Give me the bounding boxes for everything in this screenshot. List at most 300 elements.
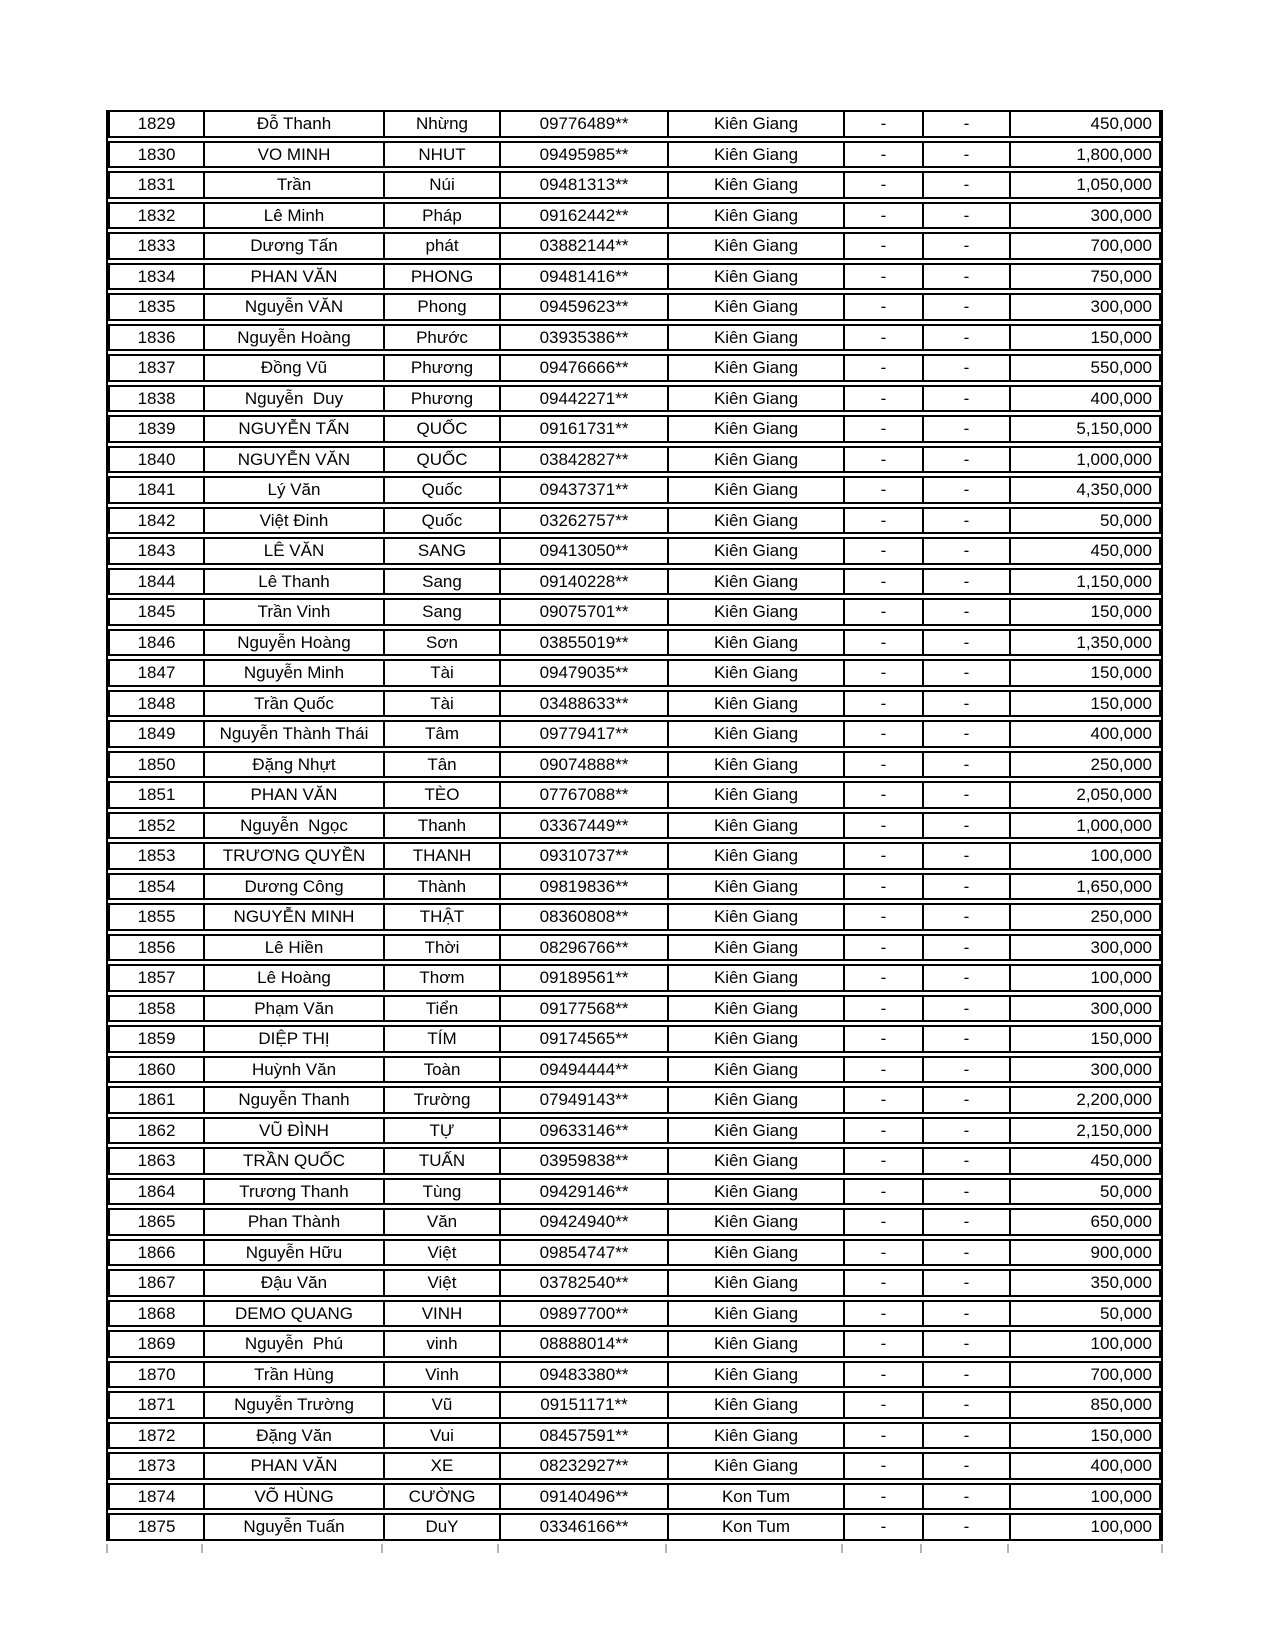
cell-first-name: Nguyễn Hoàng [203, 326, 383, 350]
cell-last-name: Nhừng [383, 112, 499, 136]
cell-id: 1840 [137, 449, 176, 469]
cell-phone: 09494444** [499, 1058, 667, 1082]
cell-dash2: - [922, 1485, 1009, 1509]
cell-first-name: Đậu Văn [203, 1271, 383, 1295]
cell-last-name: Tâm [383, 722, 499, 746]
table-row [108, 354, 1161, 382]
cell-phone: 07767088** [499, 783, 667, 807]
cell-amount: 1,800,000 [1009, 143, 1159, 167]
cutoff-next-row [106, 1544, 1163, 1553]
cell-first-name: Lý Văn [203, 478, 383, 502]
cell-id: 1845 [137, 602, 176, 622]
cell-phone: 09854747** [499, 1241, 667, 1265]
cell-id: 1873 [137, 1456, 176, 1476]
cell-dash1: - [843, 1424, 922, 1448]
cell-dash2: - [922, 204, 1009, 228]
table-row [108, 171, 1161, 199]
cell-last-name: NHUT [383, 143, 499, 167]
cell-dash1: - [843, 417, 922, 441]
cell-id: 1868 [137, 1303, 176, 1323]
cell-dash1: - [843, 1241, 922, 1265]
cell-phone: 08888014** [499, 1332, 667, 1356]
cell-first-name: NGUYỄN MINH [203, 905, 383, 929]
cell-province: Kiên Giang [667, 387, 843, 411]
table-row [108, 263, 1161, 291]
cell-dash1: - [843, 234, 922, 258]
cell-id: 1857 [137, 968, 176, 988]
cell-province: Kiên Giang [667, 478, 843, 502]
cell-dash2: - [922, 1210, 1009, 1234]
cell-phone: 07949143** [499, 1088, 667, 1112]
cell-last-name: Trường [383, 1088, 499, 1112]
cell-last-name: TUẤN [383, 1149, 499, 1173]
cell-phone: 09424940** [499, 1210, 667, 1234]
cell-id: 1870 [137, 1364, 176, 1384]
cell-amount: 750,000 [1009, 265, 1159, 289]
cell-dash1: - [843, 875, 922, 899]
cell-phone: 03882144** [499, 234, 667, 258]
cell-first-name: VŨ ĐÌNH [203, 1119, 383, 1143]
cell-dash2: - [922, 326, 1009, 350]
member-payment-table [106, 110, 1163, 1541]
cell-last-name: QUỐC [383, 417, 499, 441]
cell-first-name: Nguyễn Hoàng [203, 631, 383, 655]
cell-amount: 2,200,000 [1009, 1088, 1159, 1112]
cell-phone: 09174565** [499, 1027, 667, 1051]
cell-last-name: Tài [383, 661, 499, 685]
cell-province: Kiên Giang [667, 448, 843, 472]
cell-last-name: THẬT [383, 905, 499, 929]
cell-dash2: - [922, 417, 1009, 441]
cell-first-name: Đặng Văn [203, 1424, 383, 1448]
table-row [108, 598, 1161, 626]
table-row [108, 629, 1161, 657]
cell-dash2: - [922, 936, 1009, 960]
cell-phone: 09459623** [499, 295, 667, 319]
table-row [108, 812, 1161, 840]
cell-first-name: Trương Thanh [203, 1180, 383, 1204]
cell-last-name: Sang [383, 600, 499, 624]
cell-last-name: QUỐC [383, 448, 499, 472]
cell-dash1: - [843, 448, 922, 472]
cell-last-name: vinh [383, 1332, 499, 1356]
cell-phone: 03367449** [499, 814, 667, 838]
cell-last-name: Quốc [383, 478, 499, 502]
cell-phone: 09633146** [499, 1119, 667, 1143]
cell-amount: 450,000 [1009, 112, 1159, 136]
cell-dash1: - [843, 1027, 922, 1051]
cell-first-name: Trần [203, 173, 383, 197]
cell-dash2: - [922, 570, 1009, 594]
table-row [108, 1361, 1161, 1389]
cell-amount: 150,000 [1009, 1027, 1159, 1051]
cell-dash2: - [922, 539, 1009, 563]
cell-first-name: Nguyễn Duy [203, 387, 383, 411]
cell-amount: 50,000 [1009, 1180, 1159, 1204]
cell-dash1: - [843, 966, 922, 990]
cell-last-name: Việt [383, 1241, 499, 1265]
cell-province: Kiên Giang [667, 1119, 843, 1143]
cell-id: 1852 [137, 815, 176, 835]
cell-dash2: - [922, 234, 1009, 258]
cell-first-name: Nguyễn Tuấn [203, 1515, 383, 1539]
cell-amount: 300,000 [1009, 295, 1159, 319]
cell-amount: 350,000 [1009, 1271, 1159, 1295]
table-row [108, 415, 1161, 443]
cell-dash2: - [922, 1058, 1009, 1082]
cell-first-name: NGUYỄN VĂN [203, 448, 383, 472]
cell-id: 1848 [137, 693, 176, 713]
cell-dash2: - [922, 722, 1009, 746]
cell-province: Kiên Giang [667, 722, 843, 746]
cell-first-name: VO MINH [203, 143, 383, 167]
cutoff-cell [497, 1544, 665, 1553]
cell-phone: 08232927** [499, 1454, 667, 1478]
table-row [108, 1513, 1161, 1541]
cell-dash1: - [843, 387, 922, 411]
cell-dash2: - [922, 814, 1009, 838]
cell-phone: 09075701** [499, 600, 667, 624]
cell-dash1: - [843, 1454, 922, 1478]
table-row [108, 1208, 1161, 1236]
cell-dash1: - [843, 631, 922, 655]
cell-dash2: - [922, 387, 1009, 411]
table-row [108, 964, 1161, 992]
cell-dash2: - [922, 1119, 1009, 1143]
cell-first-name: Huỳnh Văn [203, 1058, 383, 1082]
cell-dash1: - [843, 265, 922, 289]
cell-amount: 50,000 [1009, 509, 1159, 533]
cell-amount: 300,000 [1009, 204, 1159, 228]
cell-dash2: - [922, 1027, 1009, 1051]
cell-last-name: TÍM [383, 1027, 499, 1051]
cell-province: Kon Tum [667, 1515, 843, 1539]
cell-province: Kon Tum [667, 1485, 843, 1509]
table-row [108, 507, 1161, 535]
cell-province: Kiên Giang [667, 1241, 843, 1265]
cell-phone: 08457591** [499, 1424, 667, 1448]
cell-last-name: DuY [383, 1515, 499, 1539]
cell-amount: 150,000 [1009, 1424, 1159, 1448]
cell-phone: 03842827** [499, 448, 667, 472]
cell-province: Kiên Giang [667, 1180, 843, 1204]
cell-dash2: - [922, 631, 1009, 655]
cell-amount: 900,000 [1009, 1241, 1159, 1265]
cell-last-name: Thành [383, 875, 499, 899]
cell-id: 1859 [137, 1029, 176, 1049]
cell-dash1: - [843, 997, 922, 1021]
table-row [108, 934, 1161, 962]
cell-province: Kiên Giang [667, 936, 843, 960]
cell-phone: 09442271** [499, 387, 667, 411]
cell-province: Kiên Giang [667, 417, 843, 441]
cell-first-name: LÊ VĂN [203, 539, 383, 563]
cell-first-name: Nguyễn Phú [203, 1332, 383, 1356]
cell-dash2: - [922, 783, 1009, 807]
cell-dash2: - [922, 448, 1009, 472]
cell-id: 1856 [137, 937, 176, 957]
table-row [108, 1178, 1161, 1206]
cell-id: 1867 [137, 1273, 176, 1293]
cell-last-name: Tài [383, 692, 499, 716]
cell-phone: 09140228** [499, 570, 667, 594]
cell-dash2: - [922, 661, 1009, 685]
cell-dash1: - [843, 1363, 922, 1387]
cell-phone: 03935386** [499, 326, 667, 350]
cell-dash1: - [843, 905, 922, 929]
cell-province: Kiên Giang [667, 539, 843, 563]
cell-phone: 09074888** [499, 753, 667, 777]
cell-province: Kiên Giang [667, 265, 843, 289]
cell-id: 1858 [137, 998, 176, 1018]
table-row [108, 385, 1161, 413]
cell-amount: 400,000 [1009, 722, 1159, 746]
cell-first-name: Đồng Vũ [203, 356, 383, 380]
cell-last-name: Vinh [383, 1363, 499, 1387]
cell-dash2: - [922, 600, 1009, 624]
table-row [108, 1269, 1161, 1297]
cell-first-name: Đỗ Thanh [203, 112, 383, 136]
cell-dash1: - [843, 1180, 922, 1204]
cell-id: 1869 [137, 1334, 176, 1354]
cell-first-name: NGUYỄN TẤN [203, 417, 383, 441]
cell-phone: 09481416** [499, 265, 667, 289]
cell-amount: 150,000 [1009, 600, 1159, 624]
cell-amount: 100,000 [1009, 1485, 1159, 1509]
table-row [108, 1391, 1161, 1419]
table-row [108, 1330, 1161, 1358]
cell-dash1: - [843, 143, 922, 167]
cell-id: 1860 [137, 1059, 176, 1079]
cell-id: 1849 [137, 724, 176, 744]
table-row [108, 324, 1161, 352]
table-row [108, 537, 1161, 565]
cell-first-name: Lê Minh [203, 204, 383, 228]
cell-last-name: Tiển [383, 997, 499, 1021]
cell-id: 1847 [137, 663, 176, 683]
cell-last-name: Tùng [383, 1180, 499, 1204]
cell-phone: 08296766** [499, 936, 667, 960]
cell-amount: 150,000 [1009, 661, 1159, 685]
cell-last-name: TỰ [383, 1119, 499, 1143]
cell-id: 1846 [137, 632, 176, 652]
cell-first-name: PHAN VĂN [203, 783, 383, 807]
cell-amount: 1,050,000 [1009, 173, 1159, 197]
cell-phone: 09429146** [499, 1180, 667, 1204]
cell-province: Kiên Giang [667, 966, 843, 990]
cell-phone: 09177568** [499, 997, 667, 1021]
cell-province: Kiên Giang [667, 234, 843, 258]
cell-dash1: - [843, 1088, 922, 1112]
cell-dash1: - [843, 326, 922, 350]
cell-phone: 09776489** [499, 112, 667, 136]
cell-first-name: Dương Công [203, 875, 383, 899]
cell-province: Kiên Giang [667, 204, 843, 228]
cell-province: Kiên Giang [667, 997, 843, 1021]
table-row [108, 568, 1161, 596]
cell-dash1: - [843, 1332, 922, 1356]
cell-amount: 2,050,000 [1009, 783, 1159, 807]
cell-phone: 09495985** [499, 143, 667, 167]
cell-phone: 08360808** [499, 905, 667, 929]
cell-id: 1844 [137, 571, 176, 591]
cell-first-name: Nguyễn Thanh [203, 1088, 383, 1112]
cell-last-name: TÈO [383, 783, 499, 807]
table-row [108, 903, 1161, 931]
cell-phone: 03782540** [499, 1271, 667, 1295]
cell-dash1: - [843, 661, 922, 685]
cell-dash1: - [843, 539, 922, 563]
table-row [108, 1483, 1161, 1511]
cell-first-name: Nguyễn Ngọc [203, 814, 383, 838]
cell-last-name: XE [383, 1454, 499, 1478]
cell-last-name: Sơn [383, 631, 499, 655]
cell-phone: 09476666** [499, 356, 667, 380]
cell-amount: 400,000 [1009, 387, 1159, 411]
cell-amount: 700,000 [1009, 1363, 1159, 1387]
cell-dash1: - [843, 844, 922, 868]
cell-first-name: Dương Tấn [203, 234, 383, 258]
cell-dash2: - [922, 1241, 1009, 1265]
cell-province: Kiên Giang [667, 1271, 843, 1295]
cell-dash1: - [843, 173, 922, 197]
cell-dash1: - [843, 1149, 922, 1173]
table-row [108, 1300, 1161, 1328]
cell-province: Kiên Giang [667, 356, 843, 380]
cell-dash1: - [843, 204, 922, 228]
cell-id: 1839 [137, 419, 176, 439]
cell-first-name: VÕ HÙNG [203, 1485, 383, 1509]
cell-province: Kiên Giang [667, 173, 843, 197]
cell-dash1: - [843, 600, 922, 624]
cell-province: Kiên Giang [667, 570, 843, 594]
cell-dash2: - [922, 265, 1009, 289]
cell-last-name: Thơm [383, 966, 499, 990]
table-row [108, 293, 1161, 321]
table-row [108, 995, 1161, 1023]
cell-province: Kiên Giang [667, 844, 843, 868]
cell-id: 1865 [137, 1212, 176, 1232]
cell-amount: 50,000 [1009, 1302, 1159, 1326]
table-row [108, 232, 1161, 260]
cell-dash1: - [843, 1210, 922, 1234]
cell-phone: 09413050** [499, 539, 667, 563]
cell-id: 1843 [137, 541, 176, 561]
cell-province: Kiên Giang [667, 1210, 843, 1234]
table-row [108, 1117, 1161, 1145]
cell-dash2: - [922, 753, 1009, 777]
cell-phone: 09310737** [499, 844, 667, 868]
cutoff-cell [1007, 1544, 1161, 1553]
table-row [108, 1025, 1161, 1053]
cell-province: Kiên Giang [667, 1363, 843, 1387]
cell-phone: 03262757** [499, 509, 667, 533]
cell-amount: 300,000 [1009, 936, 1159, 960]
cell-amount: 100,000 [1009, 966, 1159, 990]
cell-province: Kiên Giang [667, 661, 843, 685]
cell-dash1: - [843, 692, 922, 716]
cell-dash2: - [922, 1332, 1009, 1356]
table-row [108, 1422, 1161, 1450]
cell-last-name: Thời [383, 936, 499, 960]
cell-amount: 300,000 [1009, 997, 1159, 1021]
cell-phone: 09483380** [499, 1363, 667, 1387]
cell-amount: 400,000 [1009, 1454, 1159, 1478]
cell-dash2: - [922, 1363, 1009, 1387]
cell-dash1: - [843, 356, 922, 380]
cell-last-name: Tân [383, 753, 499, 777]
cell-first-name: Trần Vinh [203, 600, 383, 624]
cutoff-cell [665, 1544, 841, 1553]
cell-id: 1835 [137, 297, 176, 317]
cell-last-name: phát [383, 234, 499, 258]
cell-province: Kiên Giang [667, 1424, 843, 1448]
cell-amount: 100,000 [1009, 1332, 1159, 1356]
cell-id: 1837 [137, 358, 176, 378]
cell-last-name: Phương [383, 356, 499, 380]
cell-amount: 650,000 [1009, 1210, 1159, 1234]
cell-first-name: Trần Quốc [203, 692, 383, 716]
cell-dash1: - [843, 1485, 922, 1509]
cutoff-cell [920, 1544, 1007, 1553]
cell-dash1: - [843, 936, 922, 960]
cell-dash1: - [843, 570, 922, 594]
cell-dash1: - [843, 1058, 922, 1082]
cell-province: Kiên Giang [667, 1027, 843, 1051]
cell-id: 1862 [137, 1120, 176, 1140]
cell-province: Kiên Giang [667, 875, 843, 899]
cell-dash1: - [843, 753, 922, 777]
cell-dash2: - [922, 1424, 1009, 1448]
cell-first-name: TRẦN QUỐC [203, 1149, 383, 1173]
cell-phone: 09819836** [499, 875, 667, 899]
cell-phone: 09140496** [499, 1485, 667, 1509]
cell-dash2: - [922, 844, 1009, 868]
cell-first-name: Nguyễn Minh [203, 661, 383, 685]
table-row [108, 1056, 1161, 1084]
cell-dash2: - [922, 1149, 1009, 1173]
cell-amount: 150,000 [1009, 692, 1159, 716]
table-row [108, 659, 1161, 687]
cell-province: Kiên Giang [667, 905, 843, 929]
cell-last-name: SANG [383, 539, 499, 563]
cell-dash1: - [843, 295, 922, 319]
table-row [108, 873, 1161, 901]
cell-id: 1853 [137, 846, 176, 866]
table-row [108, 1147, 1161, 1175]
cell-id: 1838 [137, 388, 176, 408]
cell-last-name: Vui [383, 1424, 499, 1448]
cell-dash2: - [922, 692, 1009, 716]
cell-province: Kiên Giang [667, 753, 843, 777]
cell-last-name: Việt [383, 1271, 499, 1295]
cell-id: 1834 [137, 266, 176, 286]
cutoff-cell [841, 1544, 920, 1553]
cell-dash2: - [922, 1271, 1009, 1295]
cell-amount: 700,000 [1009, 234, 1159, 258]
cell-last-name: VINH [383, 1302, 499, 1326]
cell-last-name: Sang [383, 570, 499, 594]
cell-phone: 09897700** [499, 1302, 667, 1326]
cell-province: Kiên Giang [667, 1332, 843, 1356]
cell-amount: 1,150,000 [1009, 570, 1159, 594]
cell-last-name: Phước [383, 326, 499, 350]
cell-province: Kiên Giang [667, 295, 843, 319]
cell-province: Kiên Giang [667, 600, 843, 624]
cell-id: 1851 [137, 785, 176, 805]
cell-dash1: - [843, 478, 922, 502]
cell-dash1: - [843, 1393, 922, 1417]
